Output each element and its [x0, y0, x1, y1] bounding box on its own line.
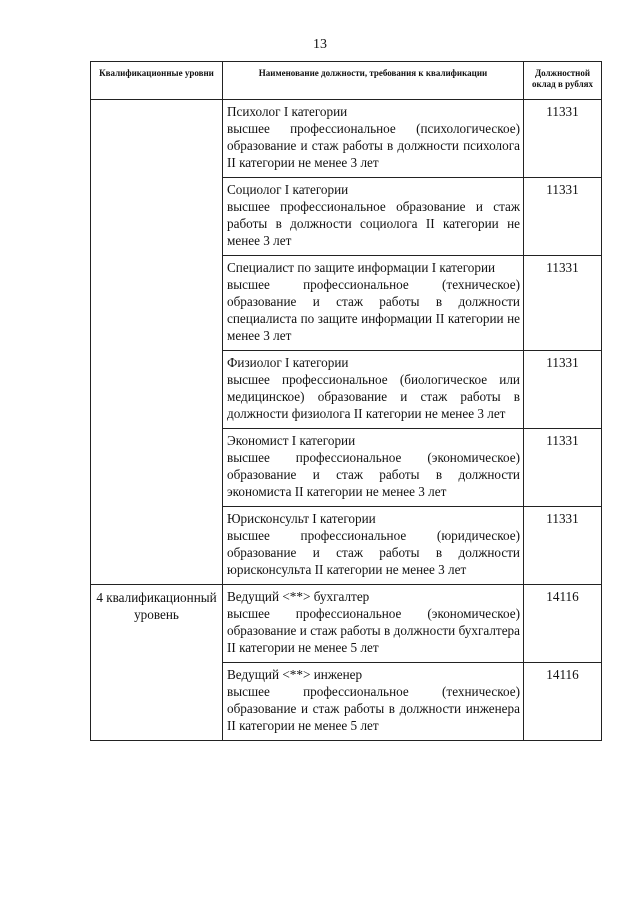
- qualification-level-cell: [91, 100, 223, 585]
- table-row: [91, 100, 602, 178]
- position-cell: [223, 663, 524, 741]
- salary-cell: 14116: [524, 585, 602, 663]
- salary-cell: 11331: [524, 178, 602, 256]
- position-requirements: высшее профессиональное (биологическое или медицинское) образование и стаж работы в должности физиолога II категории не менее 3 лет: [227, 372, 520, 421]
- header-level: Квалификационные уровни: [91, 62, 223, 100]
- header-salary: Должностной оклад в рублях: [524, 62, 602, 100]
- salary-cell: 11331: [524, 100, 602, 178]
- table-row: [91, 585, 602, 663]
- qualification-table: [90, 61, 602, 741]
- salary-cell: 11331: [524, 256, 602, 351]
- salary-cell: 11331: [524, 429, 602, 507]
- position-cell: [223, 351, 524, 429]
- position-cell: [223, 100, 524, 178]
- qualification-level-cell: 4 квалификационный уровень: [91, 585, 223, 741]
- position-cell: [223, 178, 524, 256]
- salary-cell: 14116: [524, 663, 602, 741]
- position-title: Психолог I категории: [227, 104, 348, 119]
- table-header-row: [91, 62, 602, 100]
- salary-cell: 11331: [524, 351, 602, 429]
- position-title: Физиолог I категории: [227, 355, 349, 370]
- position-title: Специалист по защите информации I категории: [227, 260, 496, 275]
- position-requirements: высшее профессиональное (экономическое) образование и стаж работы в должности бухгалтера II категории не менее 5 лет: [227, 606, 520, 655]
- salary-cell: 11331: [524, 507, 602, 585]
- position-title: Юрисконсульт I категории: [227, 511, 376, 526]
- position-requirements: высшее профессиональное (психологическое) образование и стаж работы в должности психолога II категории не менее 3 лет: [227, 121, 520, 170]
- position-requirements: высшее профессиональное (техническое) образование и стаж работы в должности инженера II категории не менее 5 лет: [227, 684, 520, 733]
- position-cell: [223, 585, 524, 663]
- position-cell: [223, 256, 524, 351]
- position-requirements: высшее профессиональное (юридическое) образование и стаж работы в должности юрисконсульта II категории не менее 3 лет: [227, 528, 520, 577]
- position-title: Социолог I категории: [227, 182, 349, 197]
- position-title: Ведущий <**> бухгалтер: [227, 589, 370, 604]
- position-cell: [223, 429, 524, 507]
- table-body: [91, 100, 602, 741]
- position-title: Экономист I категории: [227, 433, 356, 448]
- position-requirements: высшее профессиональное (экономическое) образование и стаж работы в должности экономиста II категории не менее 3 лет: [227, 450, 520, 499]
- position-requirements: высшее профессиональное образование и стаж работы в должности социолога II категории не менее 3 лет: [227, 199, 520, 248]
- header-position: Наименование должности, требования к квалификации: [223, 62, 524, 100]
- position-title: Ведущий <**> инженер: [227, 667, 363, 682]
- position-cell: [223, 507, 524, 585]
- page-number: 13: [313, 37, 327, 52]
- position-requirements: высшее профессиональное (техническое) образование и стаж работы в должности специалиста по защите информации II категории не менее 3 лет: [227, 277, 520, 343]
